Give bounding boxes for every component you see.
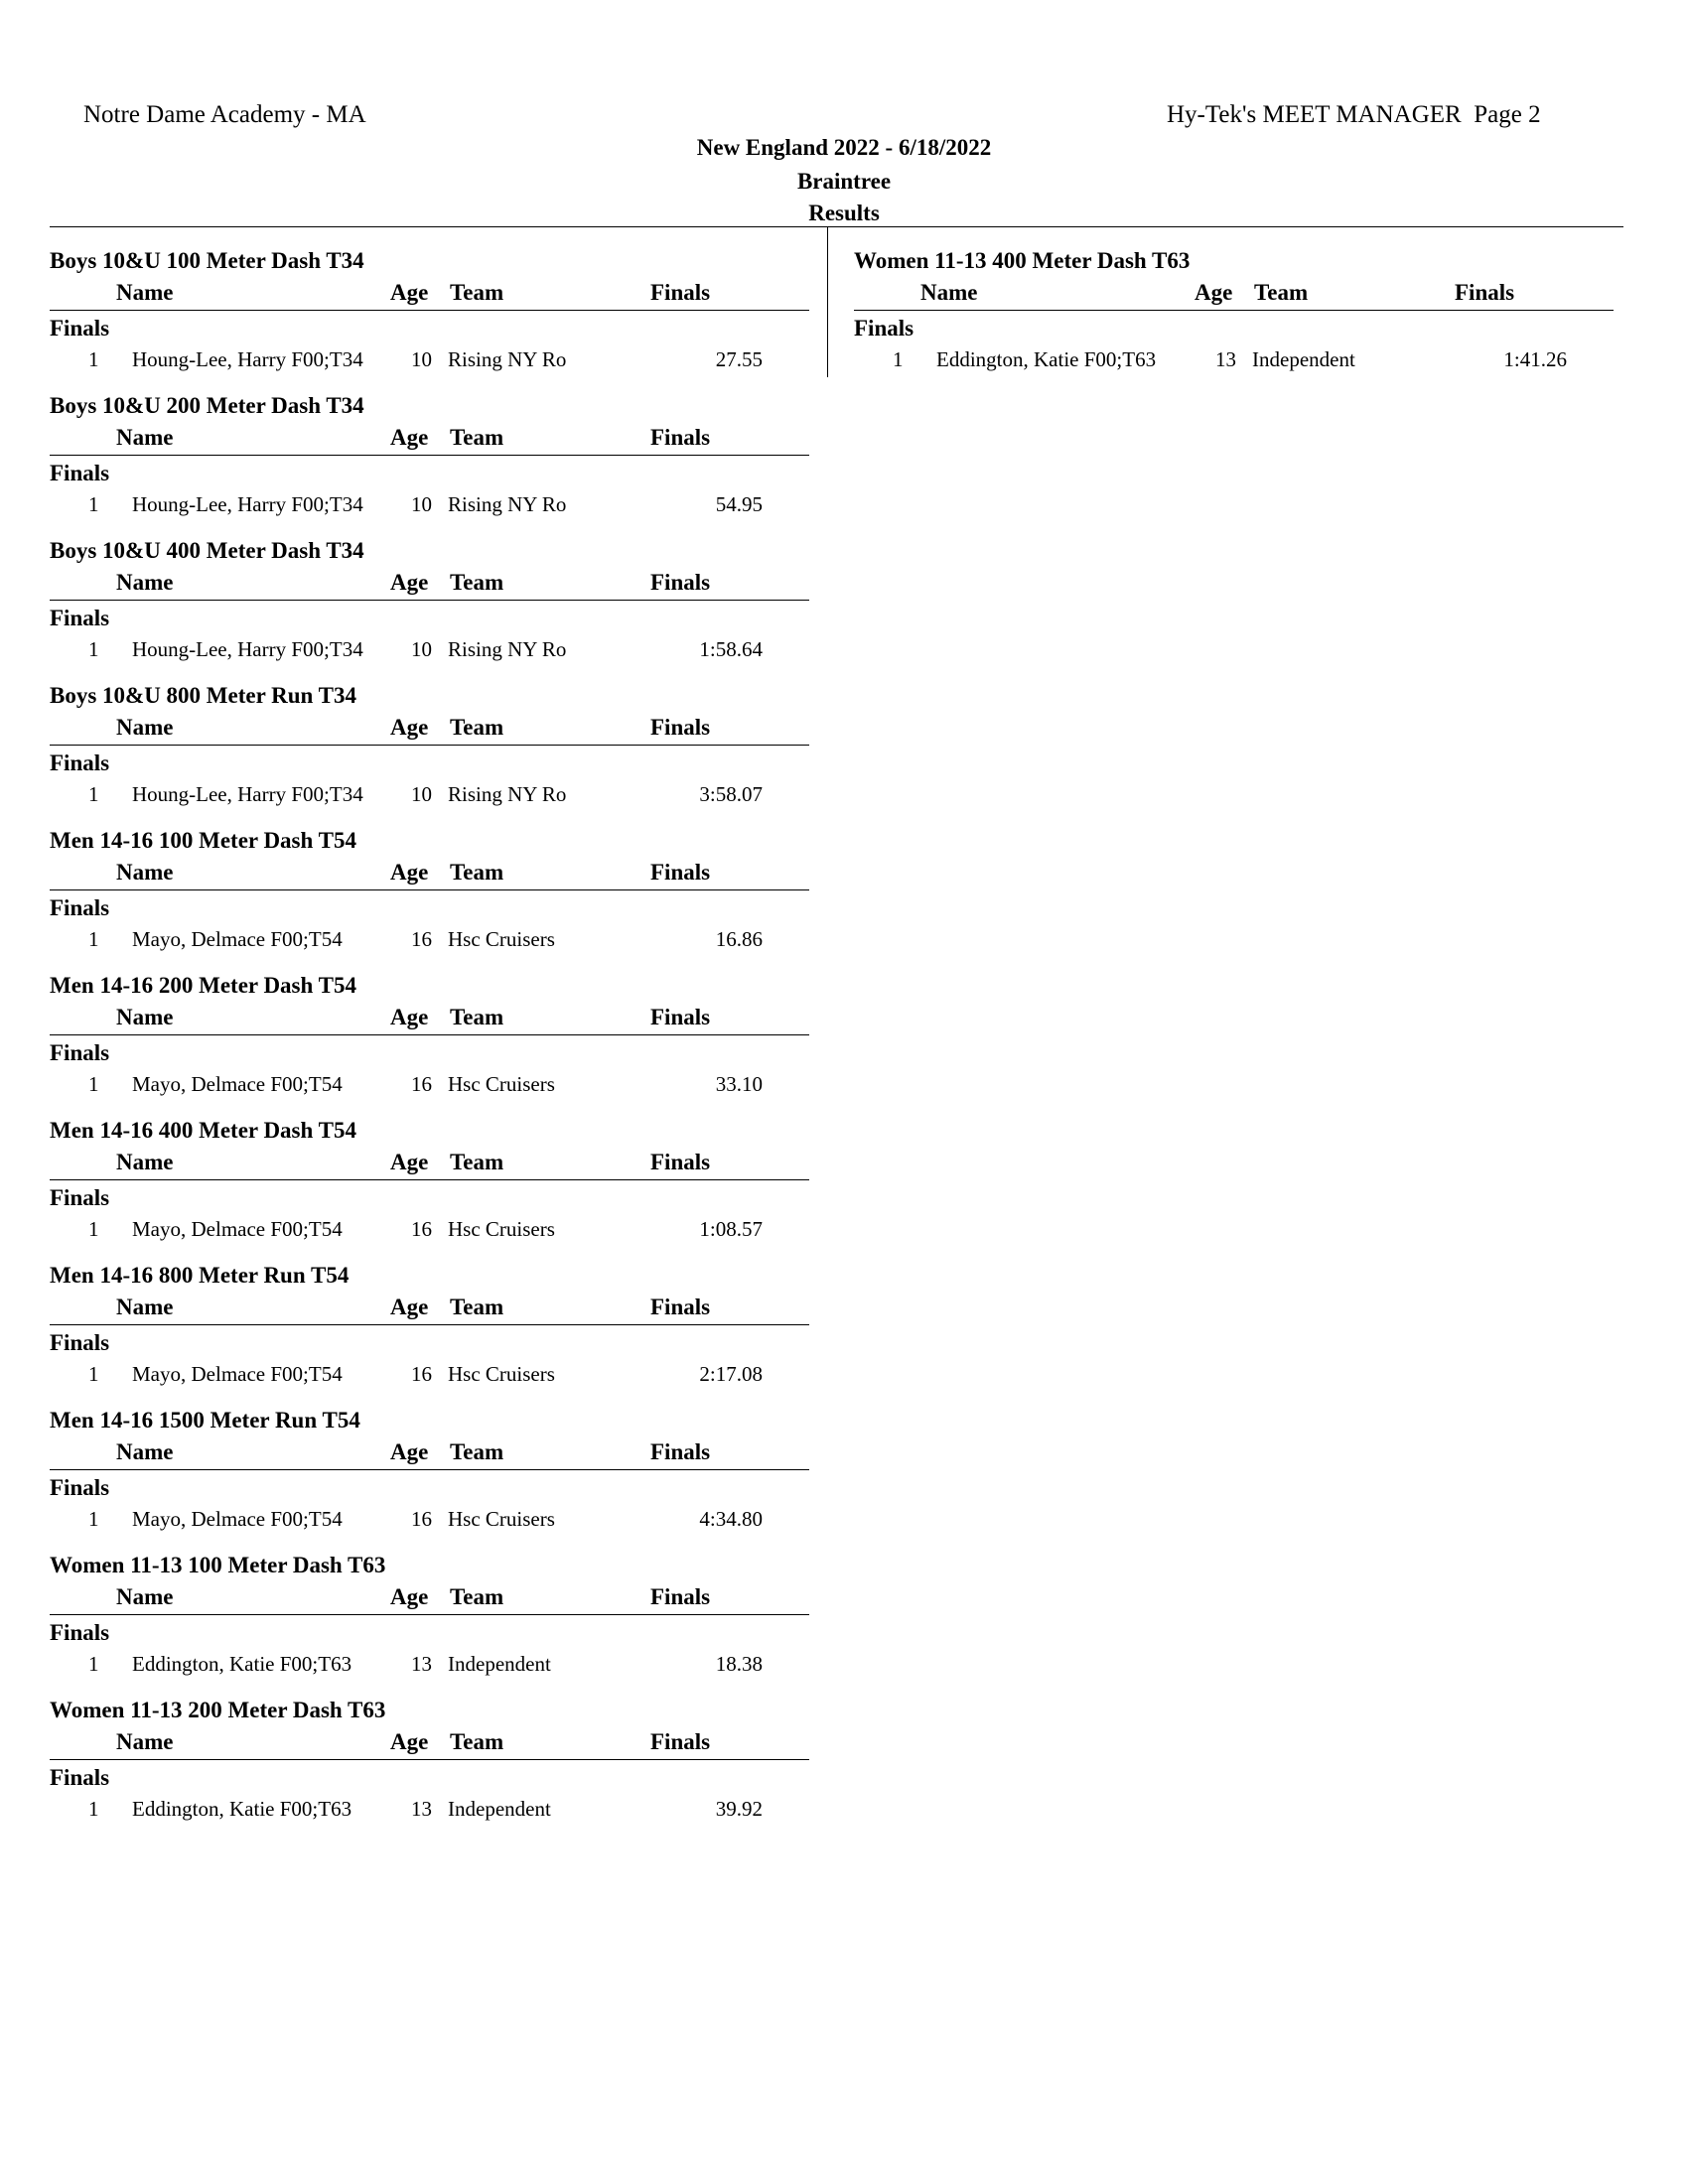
column-header-name: Name	[116, 1150, 174, 1174]
result-row	[50, 637, 809, 665]
event-title: Men 14-16 200 Meter Dash T54	[50, 973, 356, 998]
event-block	[50, 683, 809, 828]
event-block	[50, 1553, 809, 1698]
finals-mark: 27.55	[715, 347, 763, 371]
athlete-age: 16	[411, 1217, 432, 1241]
column-header-row	[50, 715, 809, 746]
column-header-finals: Finals	[650, 860, 711, 885]
column-header-age: Age	[390, 280, 429, 305]
athlete-age: 13	[411, 1652, 432, 1676]
column-header-row	[50, 570, 809, 601]
team-name: Rising NY Ro	[448, 492, 567, 516]
column-header-team: Team	[450, 1295, 504, 1319]
event-title: Boys 10&U 400 Meter Dash T34	[50, 538, 364, 563]
column-header-finals: Finals	[650, 1729, 711, 1754]
result-row	[50, 1797, 809, 1825]
column-header-row	[854, 280, 1614, 311]
team-name: Hsc Cruisers	[448, 927, 555, 951]
team-name: Hsc Cruisers	[448, 1507, 555, 1531]
athlete-age: 10	[411, 347, 432, 371]
event-block	[50, 248, 809, 393]
column-header-team: Team	[450, 1150, 504, 1174]
athlete-age: 10	[411, 782, 432, 806]
results-column-left	[50, 248, 809, 1843]
result-row	[50, 1072, 809, 1100]
column-header-name: Name	[116, 715, 174, 740]
column-header-finals: Finals	[650, 425, 711, 450]
round-label: Finals	[50, 316, 110, 341]
athlete-age: 16	[411, 1072, 432, 1096]
column-header-team: Team	[450, 1584, 504, 1609]
finals-mark: 18.38	[715, 1652, 763, 1676]
athlete-name: Mayo, Delmace F00;T54	[132, 1362, 343, 1386]
round-label: Finals	[50, 1620, 110, 1645]
column-header-age: Age	[390, 570, 429, 595]
column-header-team: Team	[450, 570, 504, 595]
result-place: 1	[88, 347, 99, 371]
event-block	[50, 538, 809, 683]
column-header-team: Team	[450, 1729, 504, 1754]
header-rule	[50, 226, 1623, 227]
team-name: Rising NY Ro	[448, 347, 567, 371]
column-header-row	[50, 425, 809, 456]
column-header-age: Age	[390, 1295, 429, 1319]
team-name: Rising NY Ro	[448, 637, 567, 661]
event-block	[50, 393, 809, 538]
result-place: 1	[88, 1797, 99, 1821]
column-header-finals: Finals	[650, 280, 711, 305]
column-header-name: Name	[116, 1729, 174, 1754]
event-block	[50, 973, 809, 1118]
column-header-team: Team	[1254, 280, 1309, 305]
meet-location: Braintree	[796, 169, 892, 194]
finals-mark: 33.10	[715, 1072, 763, 1096]
round-label: Finals	[50, 1330, 110, 1355]
athlete-name: Eddington, Katie F00;T63	[132, 1652, 352, 1676]
column-header-team: Team	[450, 425, 504, 450]
result-row	[50, 1217, 809, 1245]
round-label: Finals	[50, 1185, 110, 1210]
event-title: Men 14-16 1500 Meter Run T54	[50, 1408, 360, 1433]
athlete-name: Eddington, Katie F00;T63	[132, 1797, 352, 1821]
result-place: 1	[88, 492, 99, 516]
round-label: Finals	[50, 1765, 110, 1790]
team-name: Independent	[448, 1797, 551, 1821]
result-place: 1	[893, 347, 904, 371]
round-label: Finals	[50, 606, 110, 630]
team-name: Independent	[1252, 347, 1355, 371]
athlete-name: Houng-Lee, Harry F00;T34	[132, 637, 363, 661]
column-header-row	[50, 1729, 809, 1760]
column-header-name: Name	[116, 280, 174, 305]
round-label: Finals	[50, 1475, 110, 1500]
team-name: Hsc Cruisers	[448, 1217, 555, 1241]
column-header-name: Name	[116, 1439, 174, 1464]
column-header-team: Team	[450, 1005, 504, 1029]
round-label: Finals	[50, 461, 110, 485]
finals-mark: 1:41.26	[1503, 347, 1567, 371]
column-header-finals: Finals	[650, 1439, 711, 1464]
event-block	[50, 1408, 809, 1553]
athlete-name: Houng-Lee, Harry F00;T34	[132, 347, 363, 371]
event-title: Women 11-13 400 Meter Dash T63	[854, 248, 1191, 273]
column-header-row	[50, 280, 809, 311]
column-header-team: Team	[450, 860, 504, 885]
column-header-name: Name	[116, 425, 174, 450]
column-header-team: Team	[450, 715, 504, 740]
athlete-age: 16	[411, 1362, 432, 1386]
athlete-name: Houng-Lee, Harry F00;T34	[132, 492, 363, 516]
athlete-name: Mayo, Delmace F00;T54	[132, 1507, 343, 1531]
result-row	[50, 1652, 809, 1680]
event-block	[50, 1698, 809, 1843]
round-label: Finals	[50, 895, 110, 920]
result-row	[50, 1507, 809, 1535]
column-header-finals: Finals	[650, 1584, 711, 1609]
results-column-right	[854, 248, 1614, 393]
result-place: 1	[88, 1507, 99, 1531]
team-name: Rising NY Ro	[448, 782, 567, 806]
column-header-row	[50, 1584, 809, 1615]
column-header-finals: Finals	[650, 715, 711, 740]
athlete-age: 16	[411, 1507, 432, 1531]
result-place: 1	[88, 782, 99, 806]
athlete-age: 13	[411, 1797, 432, 1821]
header-left: Notre Dame Academy - MA	[83, 101, 366, 128]
result-row	[50, 347, 809, 375]
column-header-row	[50, 1439, 809, 1470]
event-title: Boys 10&U 200 Meter Dash T34	[50, 393, 364, 418]
column-header-team: Team	[450, 1439, 504, 1464]
event-title: Women 11-13 200 Meter Dash T63	[50, 1698, 386, 1722]
result-row	[854, 347, 1614, 375]
column-header-finals: Finals	[650, 1150, 711, 1174]
team-name: Hsc Cruisers	[448, 1362, 555, 1386]
column-header-age: Age	[390, 1005, 429, 1029]
event-title: Boys 10&U 100 Meter Dash T34	[50, 248, 364, 273]
finals-mark: 4:34.80	[699, 1507, 763, 1531]
athlete-name: Eddington, Katie F00;T63	[936, 347, 1157, 371]
result-row	[50, 927, 809, 955]
result-row	[50, 782, 809, 810]
column-header-name: Name	[920, 280, 978, 305]
column-header-age: Age	[390, 425, 429, 450]
team-name: Independent	[448, 1652, 551, 1676]
result-row	[50, 492, 809, 520]
event-title: Men 14-16 400 Meter Dash T54	[50, 1118, 356, 1143]
column-header-name: Name	[116, 1295, 174, 1319]
column-header-age: Age	[390, 715, 429, 740]
finals-mark: 39.92	[715, 1797, 763, 1821]
athlete-name: Mayo, Delmace F00;T54	[132, 1217, 343, 1241]
column-header-age: Age	[390, 1584, 429, 1609]
column-header-age: Age	[390, 860, 429, 885]
result-row	[50, 1362, 809, 1390]
athlete-name: Mayo, Delmace F00;T54	[132, 1072, 343, 1096]
column-divider	[827, 227, 828, 377]
event-block	[50, 828, 809, 973]
athlete-age: 10	[411, 637, 432, 661]
column-header-row	[50, 1005, 809, 1035]
round-label: Finals	[854, 316, 914, 341]
column-header-row	[50, 860, 809, 890]
event-title: Men 14-16 800 Meter Run T54	[50, 1263, 350, 1288]
finals-mark: 1:08.57	[699, 1217, 763, 1241]
column-header-finals: Finals	[650, 1005, 711, 1029]
column-header-finals: Finals	[650, 1295, 711, 1319]
column-header-age: Age	[390, 1150, 429, 1174]
athlete-name: Houng-Lee, Harry F00;T34	[132, 782, 363, 806]
result-place: 1	[88, 1362, 99, 1386]
column-header-age: Age	[1195, 280, 1233, 305]
header-right: Hy-Tek's MEET MANAGER Page 2	[1167, 101, 1541, 128]
column-header-row	[50, 1150, 809, 1180]
result-place: 1	[88, 637, 99, 661]
event-block	[854, 248, 1614, 393]
result-place: 1	[88, 927, 99, 951]
event-title: Women 11-13 100 Meter Dash T63	[50, 1553, 386, 1577]
result-place: 1	[88, 1072, 99, 1096]
column-header-name: Name	[116, 1005, 174, 1029]
column-header-team: Team	[450, 280, 504, 305]
column-header-age: Age	[390, 1729, 429, 1754]
athlete-age: 10	[411, 492, 432, 516]
finals-mark: 1:58.64	[699, 637, 763, 661]
column-header-name: Name	[116, 570, 174, 595]
team-name: Hsc Cruisers	[448, 1072, 555, 1096]
finals-mark: 16.86	[715, 927, 763, 951]
result-place: 1	[88, 1217, 99, 1241]
event-title: Boys 10&U 800 Meter Run T34	[50, 683, 357, 708]
finals-mark: 3:58.07	[699, 782, 763, 806]
results-heading: Results	[808, 201, 880, 225]
result-place: 1	[88, 1652, 99, 1676]
column-header-finals: Finals	[1455, 280, 1515, 305]
column-header-name: Name	[116, 860, 174, 885]
column-header-finals: Finals	[650, 570, 711, 595]
column-header-name: Name	[116, 1584, 174, 1609]
round-label: Finals	[50, 1040, 110, 1065]
event-block	[50, 1118, 809, 1263]
finals-mark: 54.95	[715, 492, 763, 516]
event-title: Men 14-16 100 Meter Dash T54	[50, 828, 356, 853]
athlete-name: Mayo, Delmace F00;T54	[132, 927, 343, 951]
athlete-age: 16	[411, 927, 432, 951]
athlete-age: 13	[1215, 347, 1236, 371]
event-block	[50, 1263, 809, 1408]
column-header-row	[50, 1295, 809, 1325]
round-label: Finals	[50, 751, 110, 775]
column-header-age: Age	[390, 1439, 429, 1464]
meet-title: New England 2022 - 6/18/2022	[696, 135, 992, 160]
finals-mark: 2:17.08	[699, 1362, 763, 1386]
